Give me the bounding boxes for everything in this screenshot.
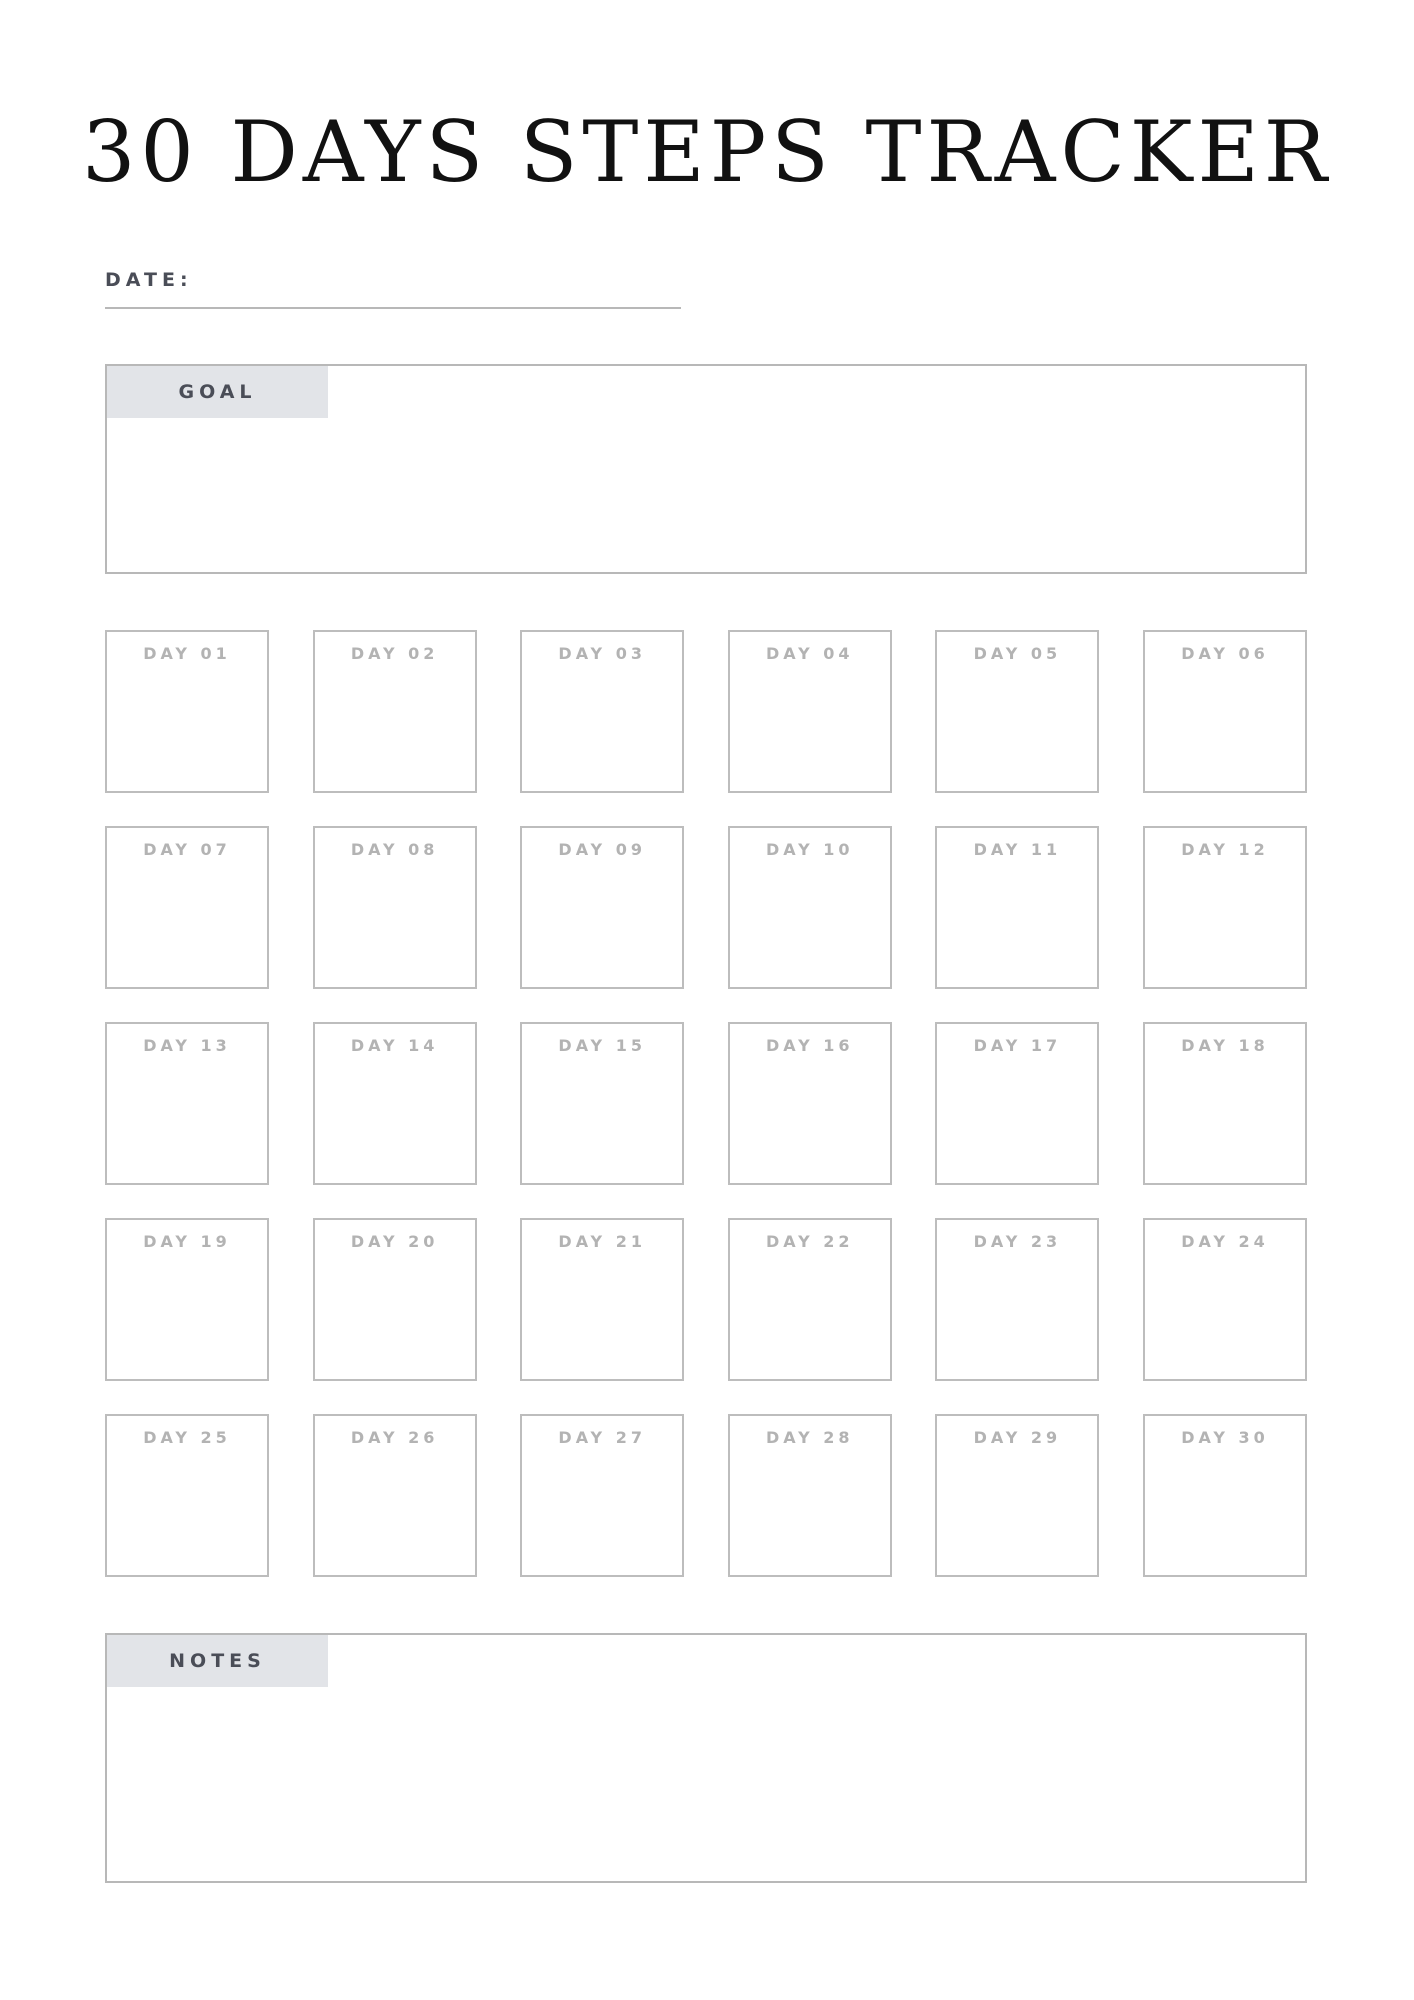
day-box[interactable] — [520, 630, 684, 793]
day-label: DAY 29 — [973, 1428, 1062, 1447]
notes-label: NOTES — [107, 1635, 328, 1687]
day-box[interactable] — [313, 1022, 477, 1185]
day-label: DAY 20 — [350, 1232, 439, 1251]
day-label: DAY 11 — [973, 840, 1062, 859]
goal-box[interactable] — [105, 364, 1307, 574]
day-box[interactable] — [105, 826, 269, 989]
date-field[interactable] — [105, 307, 681, 309]
day-box[interactable] — [105, 1022, 269, 1185]
day-label: DAY 05 — [973, 644, 1062, 663]
day-box[interactable] — [520, 1022, 684, 1185]
day-label: DAY 26 — [350, 1428, 439, 1447]
day-box[interactable] — [935, 826, 1099, 989]
day-box[interactable] — [728, 826, 892, 989]
page-title: 30 DAYS STEPS TRACKER — [81, 103, 1333, 201]
day-label: DAY 01 — [143, 644, 231, 663]
day-label: DAY 19 — [143, 1232, 231, 1251]
day-box[interactable] — [728, 1414, 892, 1577]
day-box[interactable] — [935, 1022, 1099, 1185]
day-box[interactable] — [1143, 826, 1307, 989]
day-box[interactable] — [313, 630, 477, 793]
day-label: DAY 09 — [558, 840, 646, 859]
days-grid — [105, 630, 1307, 1577]
day-box[interactable] — [935, 1414, 1099, 1577]
day-label: DAY 27 — [558, 1428, 646, 1447]
day-label: DAY 17 — [973, 1036, 1062, 1055]
day-box[interactable] — [935, 630, 1099, 793]
day-box[interactable] — [728, 1218, 892, 1381]
day-label: DAY 18 — [1181, 1036, 1269, 1055]
day-box[interactable] — [313, 1218, 477, 1381]
day-label: DAY 07 — [143, 840, 231, 859]
day-label: DAY 02 — [350, 644, 439, 663]
day-label: DAY 24 — [1181, 1232, 1269, 1251]
day-label: DAY 23 — [973, 1232, 1062, 1251]
day-box[interactable] — [1143, 1414, 1307, 1577]
day-label: DAY 16 — [766, 1036, 854, 1055]
day-label: DAY 30 — [1181, 1428, 1269, 1447]
day-box[interactable] — [313, 826, 477, 989]
day-label: DAY 04 — [766, 644, 854, 663]
day-box[interactable] — [728, 630, 892, 793]
day-box[interactable] — [313, 1414, 477, 1577]
day-box[interactable] — [1143, 630, 1307, 793]
day-box[interactable] — [520, 1218, 684, 1381]
day-label: DAY 21 — [558, 1232, 646, 1251]
day-label: DAY 22 — [766, 1232, 854, 1251]
day-label: DAY 13 — [143, 1036, 231, 1055]
day-box[interactable] — [1143, 1218, 1307, 1381]
day-box[interactable] — [728, 1022, 892, 1185]
day-label: DAY 12 — [1181, 840, 1269, 859]
day-box[interactable] — [1143, 1022, 1307, 1185]
day-label: DAY 14 — [350, 1036, 439, 1055]
day-label: DAY 15 — [558, 1036, 646, 1055]
goal-label: GOAL — [107, 366, 328, 418]
day-label: DAY 25 — [143, 1428, 231, 1447]
day-label: DAY 10 — [766, 840, 854, 859]
day-label: DAY 06 — [1181, 644, 1269, 663]
day-label: DAY 03 — [558, 644, 646, 663]
notes-box[interactable] — [105, 1633, 1307, 1883]
date-label: DATE: — [105, 269, 193, 291]
day-label: DAY 28 — [766, 1428, 854, 1447]
day-box[interactable] — [520, 1414, 684, 1577]
day-box[interactable] — [935, 1218, 1099, 1381]
day-label: DAY 08 — [350, 840, 439, 859]
day-box[interactable] — [105, 630, 269, 793]
day-box[interactable] — [105, 1414, 269, 1577]
day-box[interactable] — [105, 1218, 269, 1381]
day-box[interactable] — [520, 826, 684, 989]
